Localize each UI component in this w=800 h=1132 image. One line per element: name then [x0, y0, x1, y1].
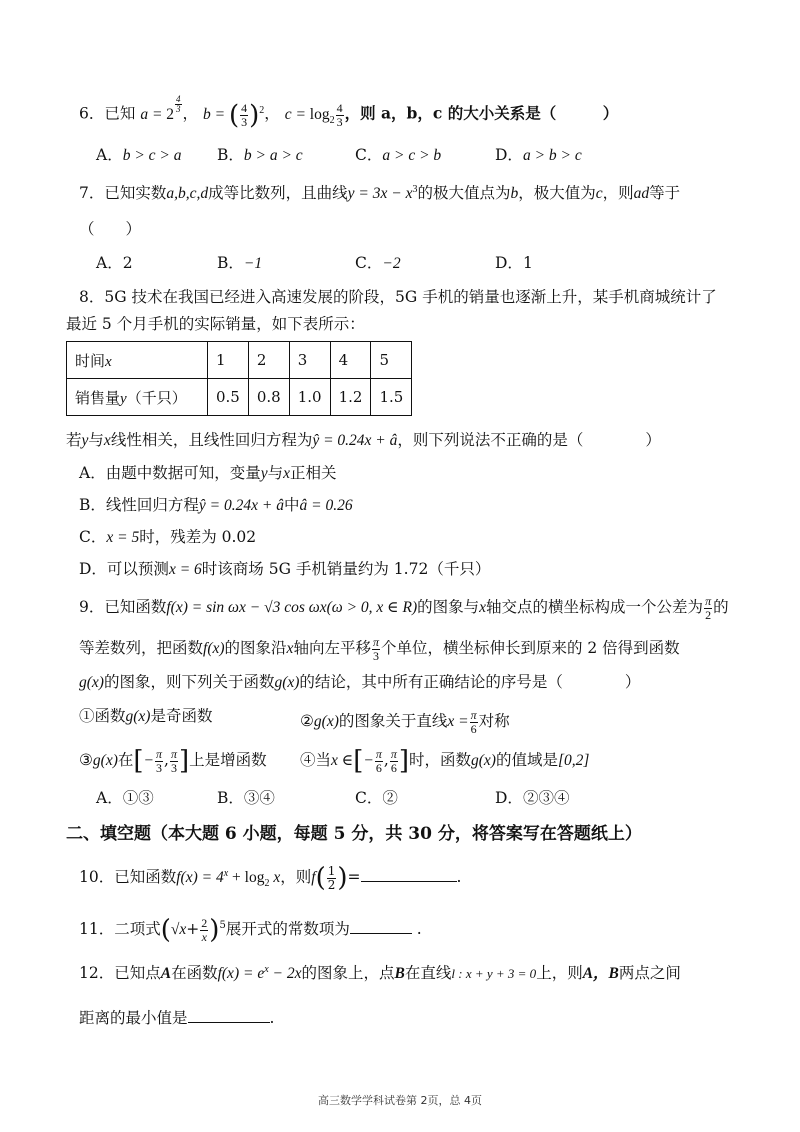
q11-answer-blank[interactable]: [350, 919, 412, 934]
q7-option-a: A．2: [96, 254, 133, 272]
sales-table: [66, 341, 412, 416]
q12-line2: 距离的最小值是 .: [79, 1009, 275, 1027]
table-cell: 1.0: [289, 379, 330, 416]
q7-option-c: C．−2: [355, 254, 401, 272]
q9-option-b: B．③④: [217, 789, 275, 807]
table-cell: 2: [248, 342, 289, 379]
page-footer: 高三数学学科试卷第 2页，总 4页: [318, 1094, 482, 1107]
q9-statement-1: ①函数g(x)是奇函数: [79, 707, 213, 725]
q9-line2: 等差数列，把函数f(x)的图象沿x轴向左平移 $\frac{\pi}{3}$ 个单位，横坐标伸长到原来的 2 倍得到函数: [79, 635, 680, 663]
table-header-sales: 销售量y（千只）: [67, 379, 208, 416]
table-header-time: 时间x: [67, 342, 208, 379]
q7-stem: 7．已知实数a,b,c,d成等比数列，且曲线$y = 3x - x^3$的极大值点为b，极大值为c，则ad等于: [79, 184, 681, 203]
q9-line3: g(x)的图象，则下列关于函数g(x)的结论，其中所有正确结论的序号是（ ）: [79, 673, 641, 691]
q8-option-c: C．x = 5时，残差为 0.02: [79, 528, 257, 546]
q11-stem: 11．二项式(√x+ $\frac{2}{x}$ )$^5$展开式的常数项为 .: [79, 915, 422, 946]
q10-answer-blank[interactable]: [361, 867, 457, 882]
table-cell: 4: [330, 342, 371, 379]
q7-paren: （ ）: [79, 220, 142, 238]
q6-option-a: A．b > c > a: [96, 146, 182, 164]
q10-stem: 10．已知函数$f(x) = 4^x + \log_2 x$，则f( $\frac{1}{2}$ )= .: [79, 863, 462, 894]
q9-statement-3: ③g(x)在[− $\frac{\pi}{3}$ , $\frac{\pi}{3}$ ]上是增函数: [79, 746, 267, 777]
q6-option-d: D．a > b > c: [495, 146, 582, 164]
q6-c-expr: $c = \log_2$ $\frac{4}{3}$: [284, 100, 343, 129]
q7-option-b: B．−1: [217, 254, 263, 272]
q8-line2: 最近 5 个月手机的实际销量，如下表所示：: [66, 315, 365, 333]
table-cell: 1: [208, 342, 249, 379]
q9-line1: 9．已知函数f(x) = sin ωx − √3 cos ωx(ω > 0, x ∈ R)的图象与x轴交点的横坐标构成一个公差为 $\frac{\pi}{2}$ 的: [79, 594, 729, 622]
q6-b-expr: b = ( $\frac{4}{3}$ )$^2$: [202, 100, 265, 131]
q6-option-b: B．b > a > c: [217, 146, 303, 164]
section-heading: 二、填空题（本大题 6 小题，每题 5 分，共 30 分，将答案写在答题纸上）: [66, 824, 642, 844]
q12-answer-blank[interactable]: [188, 1008, 270, 1023]
q9-option-c: C．②: [355, 789, 398, 807]
table-cell: 1.5: [371, 379, 412, 416]
table-row: [67, 342, 412, 379]
q9-option-d: D．②③④: [495, 789, 570, 807]
q9-option-a: A．①③: [96, 789, 154, 807]
q6-stem: 6．已知 a = 2 $\frac{4}{3}$ ， b = ( $\frac{4}{3}$ )$^2$， $c = \log_2$ $\frac{4}{3}$ ，则 a，b，c 的大小关系是（ ）: [79, 94, 619, 131]
q6-tail: ，则 a，b，c 的大小关系是（ ）: [344, 103, 619, 123]
table-cell: 5: [371, 342, 412, 379]
q7-option-d: D．1: [495, 254, 533, 272]
q9-statement-4: ④当x ∈[− $\frac{\pi}{6}$ , $\frac{\pi}{6}$ ]时，函数g(x)的值域是[0,2]: [300, 746, 590, 777]
table-cell: 0.8: [248, 379, 289, 416]
q9-statement-2: ②g(x)的图象关于直线x = $\frac{\pi}{6}$ 对称: [300, 708, 510, 736]
q6-number: 6．已知: [79, 104, 136, 123]
q12-line1: 12．已知点A在函数$f(x) = e^x - 2x$的图象上，点B在直线l : x + y + 3 = 0上，则A，B两点之间: [79, 964, 681, 983]
table-cell: 1.2: [330, 379, 371, 416]
table-cell: 0.5: [208, 379, 249, 416]
table-row: [67, 379, 412, 416]
q8-option-d: D．可以预测x = 6时该商场 5G 手机销量约为 1.72（千只）: [79, 560, 491, 578]
q6-option-c: C．a > c > b: [355, 146, 442, 164]
q6-a-expr: a = 2 $\frac{4}{3}$: [140, 94, 181, 123]
q8-stem: 若y与x线性相关，且线性回归方程为ŷ = 0.24x + â，则下列说法不正确的是（ ）: [66, 431, 661, 449]
q8-line1: 8．5G 技术在我国已经进入高速发展的阶段，5G 手机的销量也逐渐上升，某手机商城统计了: [79, 288, 717, 306]
q8-option-a: A．由题中数据可知，变量y与x正相关: [79, 464, 337, 482]
q8-option-b: B．线性回归方程ŷ = 0.24x + â中â = 0.26: [79, 496, 353, 514]
table-cell: 3: [289, 342, 330, 379]
